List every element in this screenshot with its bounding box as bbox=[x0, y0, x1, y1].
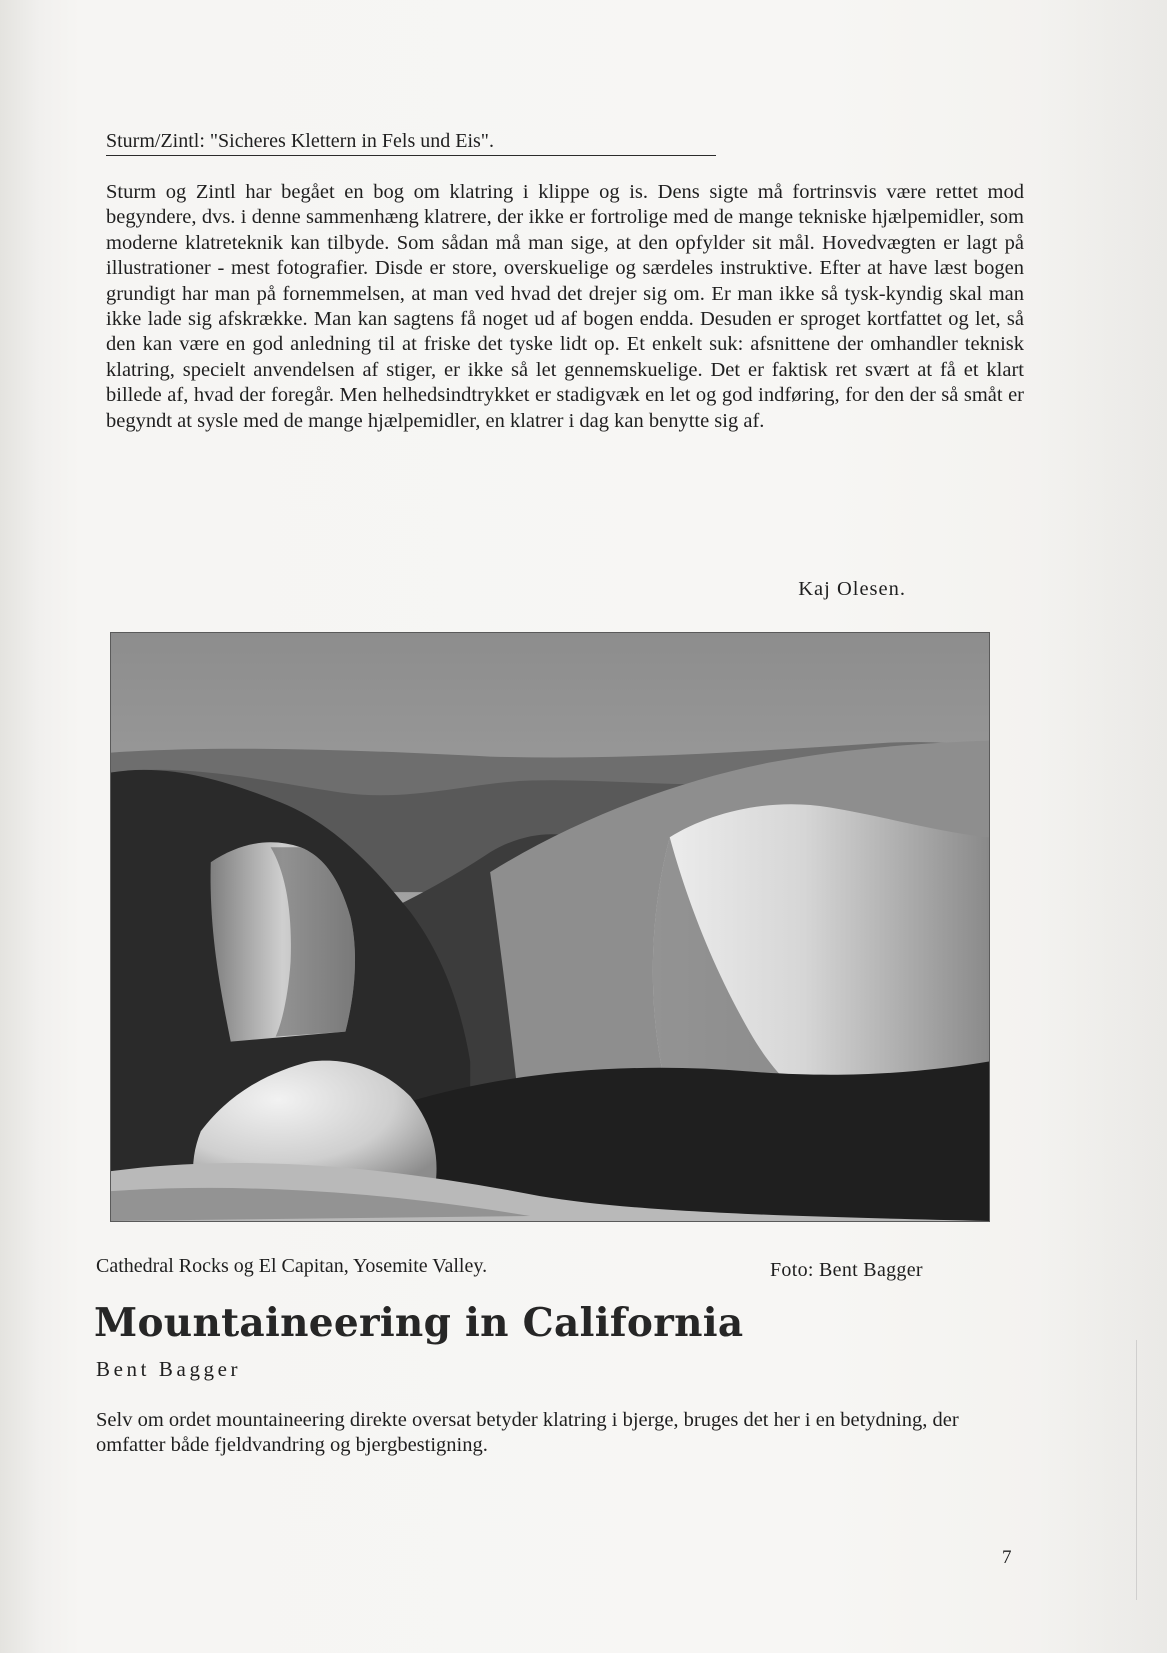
page-edge-line bbox=[1136, 1340, 1137, 1600]
article-author: Bent Bagger bbox=[96, 1357, 242, 1381]
review-signature: Kaj Olesen. bbox=[798, 578, 906, 600]
show-through-shading bbox=[1037, 0, 1167, 1653]
yosemite-photo bbox=[110, 632, 990, 1222]
article-title: Mountaineering in California bbox=[94, 1300, 744, 1346]
review-body: Sturm og Zintl har begået en bog om klatring i klippe og is. Dens sigte må fortrinsvis være rettet mod begyndere, dvs. i denne sammenhæng klatrere, der ikke er fortrolige med de mange tekniske hjælpemidler, som moderne klatreteknik kan tilbyde. Som sådan må man sige, at den opfylder sit mål. Hovedvægten er lagt på illustrationer - mest fotografier. Disde er store, overskuelige og særdeles instruktive. Efter at have læst bogen grundigt har man på fornemmelsen, at man ved hvad det drejer sig om. Er man ikke så tysk-kyndig skal man ikke lade sig afskrække. Man kan sagtens få noget ud af bogen endda. Desuden er sproget kortfattet og let, så den kan være en god anledning til at friske det tyske lidt op. Et enkelt suk: afsnittene der omhandler teknisk klatring, specielt anvendelsen af stiger, er ikke så let gennemskuelige. Det er faktisk ret svært at få et klart billede af, hvad der foregår. Men helhedsindtrykket er stadigvæk en let og god indføring, for den der så småt er begyndt at sysle med de mange hjælpemidler, en klatrer i dag kan benytte sig af. bbox=[106, 181, 1024, 432]
article-intro: Selv om ordet mountaineering direkte oversat betyder klatring i bjerge, bruges det her i en betydning, der omfatter både fjeldvandring og bjergbestigning. bbox=[96, 1409, 959, 1456]
review-title: Sturm/Zintl: "Sicheres Klettern in Fels und Eis". bbox=[106, 128, 716, 156]
page-number: 7 bbox=[1002, 1547, 1012, 1568]
photo-credit: Foto: Bent Bagger bbox=[770, 1259, 923, 1281]
photo-caption: Cathedral Rocks og El Capitan, Yosemite Valley. bbox=[96, 1255, 488, 1277]
